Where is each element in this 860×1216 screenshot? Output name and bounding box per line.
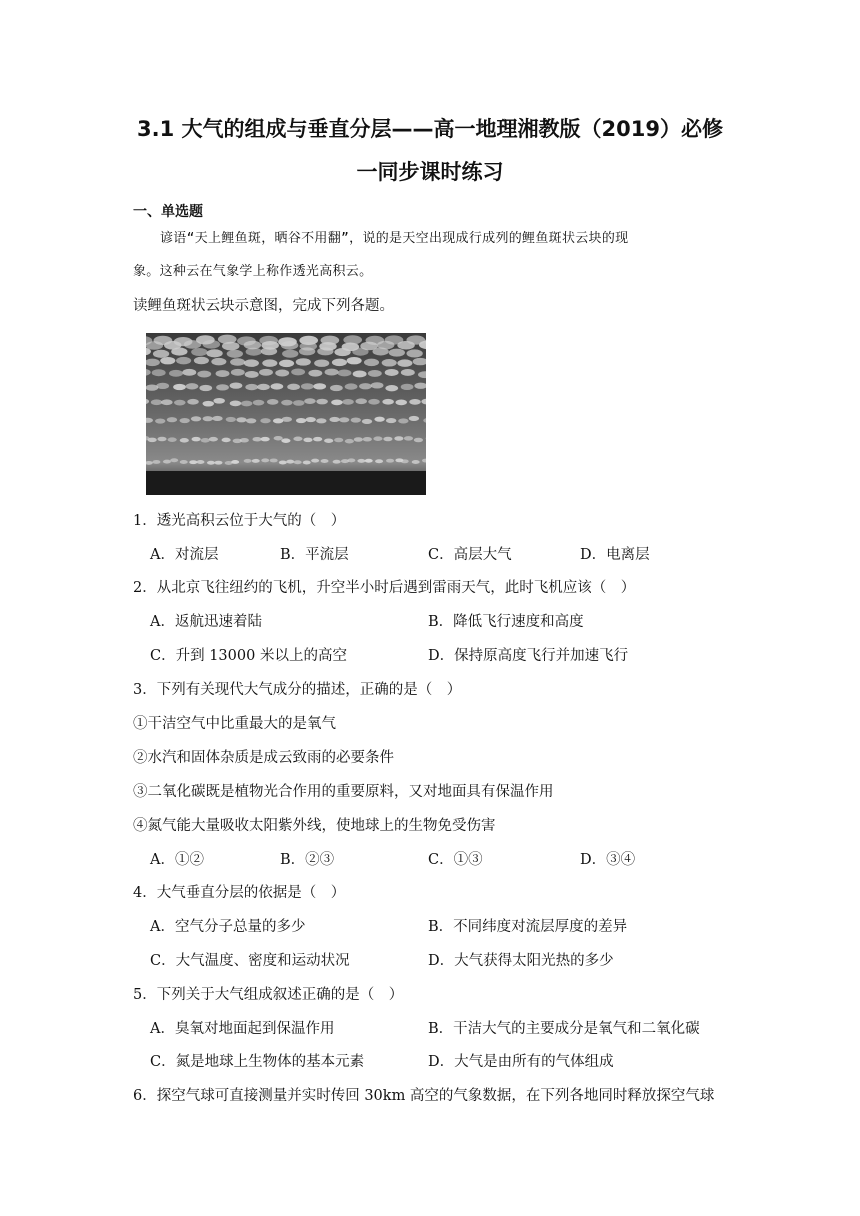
question-5-option-d: D．大气是由所有的气体组成 [428, 1054, 614, 1070]
question-1-option-a: A．对流层 [150, 547, 219, 563]
question-1-option-d: D．电离层 [580, 547, 650, 563]
question-3-option-a: A．①② [150, 852, 204, 868]
question-3-statement-2: ②水汽和固体杂质是成云致雨的必要条件 [133, 750, 394, 766]
page-title-line1: 3.1 大气的组成与垂直分层——高一地理湘教版（2019）必修 [137, 117, 723, 141]
question-3-option-c: C．①③ [428, 852, 483, 868]
question-4-option-d: D．大气获得太阳光热的多少 [428, 953, 614, 969]
question-1-stem: 1．透光高积云位于大气的（ ） [133, 513, 346, 529]
question-4-stem: 4．大气垂直分层的依据是（ ） [133, 885, 346, 901]
question-4-option-a: A．空气分子总量的多少 [150, 919, 306, 935]
question-5-stem: 5．下列关于大气组成叙述正确的是（ ） [133, 987, 404, 1003]
question-2-stem: 2．从北京飞往纽约的飞机，升空半小时后遇到雷雨天气，此时飞机应该（ ） [133, 580, 636, 596]
intro-line-2: 象。这种云在气象学上称作透光高积云。 [133, 264, 373, 279]
intro-line-3: 读鲤鱼斑状云块示意图，完成下列各题。 [133, 298, 394, 314]
intro-line-1: 谚语“天上鲤鱼斑，晒谷不用翻”，说的是天空出现成行成列的鲤鱼斑状云块的现 [160, 231, 629, 246]
question-4-option-b: B．不同纬度对流层厚度的差异 [428, 919, 628, 935]
question-3-stem: 3．下列有关现代大气成分的描述，正确的是（ ） [133, 682, 462, 698]
question-5-option-a: A．臭氧对地面起到保温作用 [150, 1021, 335, 1037]
section-heading: 一、单选题 [133, 204, 203, 220]
question-1-option-b: B．平流层 [280, 547, 349, 563]
question-5-option-c: C．氮是地球上生物体的基本元素 [150, 1054, 365, 1070]
question-3-statement-3: ③二氧化碳既是植物光合作用的重要原料，又对地面具有保温作用 [133, 784, 554, 800]
cloud-photo [146, 333, 426, 495]
page-title-line2: 一同步课时练习 [356, 160, 504, 184]
question-4-option-c: C．大气温度、密度和运动状况 [150, 953, 350, 969]
question-2-option-d: D．保持原高度飞行并加速飞行 [428, 648, 629, 664]
question-3-statement-1: ①干洁空气中比重最大的是氧气 [133, 716, 336, 732]
question-3-option-d: D．③④ [580, 852, 636, 868]
question-5-option-b: B．干洁大气的主要成分是氧气和二氧化碳 [428, 1021, 700, 1037]
question-2-option-a: A．返航迅速着陆 [150, 614, 262, 630]
question-3-statement-4: ④氮气能大量吸收太阳紫外线，使地球上的生物免受伤害 [133, 818, 496, 834]
question-2-option-b: B．降低飞行速度和高度 [428, 614, 584, 630]
question-1-option-c: C．高层大气 [428, 547, 512, 563]
question-6-stem: 6．探空气球可直接测量并实时传回 30km 高空的气象数据，在下列各地同时释放探空气球 [133, 1088, 715, 1104]
question-3-option-b: B．②③ [280, 852, 335, 868]
question-2-option-c: C．升到 13000 米以上的高空 [150, 648, 347, 664]
